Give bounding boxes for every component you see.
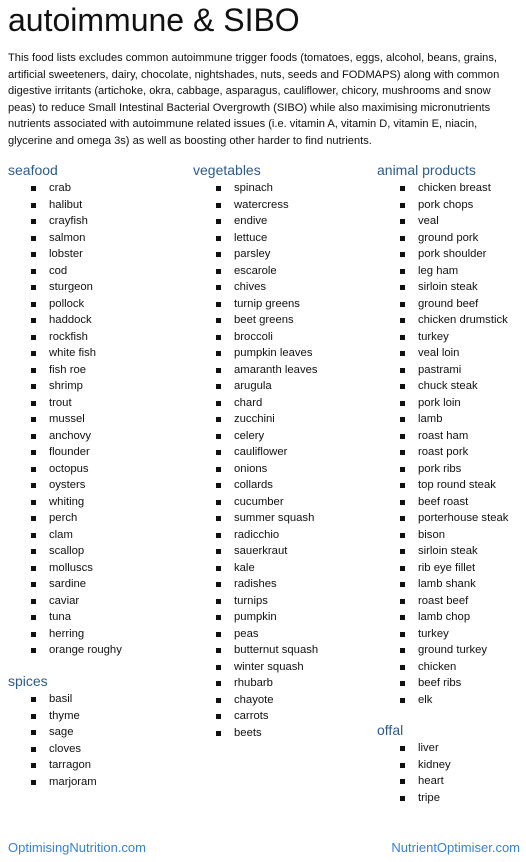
list-item: summer squash [193,510,318,527]
page-title: autoimmune & SIBO [8,2,300,38]
list-item: liver [377,740,451,757]
list-item: roast ham [377,428,508,445]
list-item: oysters [8,477,122,494]
list-item: turkey [377,329,508,346]
list-item: trout [8,395,122,412]
list-item: lobster [8,246,122,263]
list-item: ground beef [377,296,508,313]
animal-products-section [377,160,508,708]
section-heading-spices: spices [8,673,48,689]
list-item: haddock [8,312,122,329]
list-item: halibut [8,197,122,214]
list-item: shrimp [8,378,122,395]
list-item: butternut squash [193,642,318,659]
list-item: zucchini [193,411,318,428]
list-item: rockfish [8,329,122,346]
list-item: beets [193,725,318,742]
section-heading-vegetables: vegetables [193,162,261,178]
list-item: sage [8,724,97,741]
list-item: ground pork [377,230,508,247]
list-item: arugula [193,378,318,395]
list-item: pumpkin leaves [193,345,318,362]
list-item: porterhouse steak [377,510,508,527]
list-item: white fish [8,345,122,362]
list-item: tripe [377,790,451,807]
list-item: chard [193,395,318,412]
list-item: fish roe [8,362,122,379]
list-item: ground turkey [377,642,508,659]
list-item: pumpkin [193,609,318,626]
offal-list [377,740,451,806]
list-item: thyme [8,708,97,725]
list-item: onions [193,461,318,478]
footer-link-nutrient-optimiser[interactable]: NutrientOptimiser.com [391,840,520,855]
seafood-list [8,180,122,659]
list-item: amaranth leaves [193,362,318,379]
list-item: chicken drumstick [377,312,508,329]
list-item: chayote [193,692,318,709]
list-item: celery [193,428,318,445]
list-item: winter squash [193,659,318,676]
list-item: tarragon [8,757,97,774]
list-item: clam [8,527,122,544]
list-item: beef roast [377,494,508,511]
list-item: heart [377,773,451,790]
spices-list [8,691,97,790]
list-item: pastrami [377,362,508,379]
list-item: pork loin [377,395,508,412]
spices-section [8,671,97,790]
list-item: cucumber [193,494,318,511]
list-item: caviar [8,593,122,610]
list-item: lettuce [193,230,318,247]
section-heading-offal: offal [377,722,404,738]
list-item: molluscs [8,560,122,577]
list-item: basil [8,691,97,708]
list-item: broccoli [193,329,318,346]
intro-paragraph: This food lists excludes common autoimmune trigger foods (tomatoes, eggs, alcohol, beans, grains, artificial sweeteners, dairy, chocolate, nightshades, nuts, seeds and FODMAPS) along with common digestive irritants (artichoke, okra, cabbage, asparagus, cauliflower, chicory, mushrooms and snow peas) to reduce Small Intestinal Bacterial Overgrowth (SIBO) while also maximising micronutrients nutrients associated with autoimmune related issues (i.e. vitamin A, vitamin D, vitamin E, niacin, glycerine and omega 3s) as well as boosting other harder to find nutrients. [8,52,500,147]
list-item: beet greens [193,312,318,329]
list-item: herring [8,626,122,643]
list-item: kale [193,560,318,577]
list-item: tuna [8,609,122,626]
list-item: elk [377,692,508,709]
list-item: lamb chop [377,609,508,626]
list-item: cloves [8,741,97,758]
list-item: sturgeon [8,279,122,296]
list-item: pork chops [377,197,508,214]
seafood-section [8,160,122,659]
offal-section [377,720,451,806]
list-item: bison [377,527,508,544]
vegetables-section [193,160,318,741]
list-item: crab [8,180,122,197]
list-item: whiting [8,494,122,511]
list-item: pork shoulder [377,246,508,263]
list-item: chicken [377,659,508,676]
list-item: carrots [193,708,318,725]
list-item: parsley [193,246,318,263]
list-item: salmon [8,230,122,247]
list-item: chuck steak [377,378,508,395]
vegetables-list [193,180,318,741]
list-item: perch [8,510,122,527]
list-item: spinach [193,180,318,197]
list-item: top round steak [377,477,508,494]
list-item: beef ribs [377,675,508,692]
list-item: veal loin [377,345,508,362]
list-item: turnip greens [193,296,318,313]
list-item: sardine [8,576,122,593]
list-item: rhubarb [193,675,318,692]
list-item: sirloin steak [377,279,508,296]
list-item: marjoram [8,774,97,791]
list-item: lamb shank [377,576,508,593]
list-item: octopus [8,461,122,478]
list-item: chicken breast [377,180,508,197]
list-item: escarole [193,263,318,280]
list-item: chives [193,279,318,296]
list-item: turkey [377,626,508,643]
footer-link-optimising-nutrition[interactable]: OptimisingNutrition.com [8,840,146,855]
list-item: turnips [193,593,318,610]
list-item: kidney [377,757,451,774]
animal-products-list [377,180,508,708]
list-item: mussel [8,411,122,428]
list-item: lamb [377,411,508,428]
list-item: anchovy [8,428,122,445]
list-item: cauliflower [193,444,318,461]
list-item: rib eye fillet [377,560,508,577]
list-item: flounder [8,444,122,461]
list-item: radishes [193,576,318,593]
list-item: veal [377,213,508,230]
list-item: leg ham [377,263,508,280]
list-item: roast beef [377,593,508,610]
section-heading-animal-products: animal products [377,162,476,178]
list-item: scallop [8,543,122,560]
section-heading-seafood: seafood [8,162,58,178]
list-item: orange roughy [8,642,122,659]
list-item: peas [193,626,318,643]
list-item: pollock [8,296,122,313]
list-item: collards [193,477,318,494]
list-item: roast pork [377,444,508,461]
list-item: watercress [193,197,318,214]
list-item: cod [8,263,122,280]
list-item: crayfish [8,213,122,230]
list-item: radicchio [193,527,318,544]
list-item: sauerkraut [193,543,318,560]
list-item: sirloin steak [377,543,508,560]
list-item: pork ribs [377,461,508,478]
list-item: endive [193,213,318,230]
